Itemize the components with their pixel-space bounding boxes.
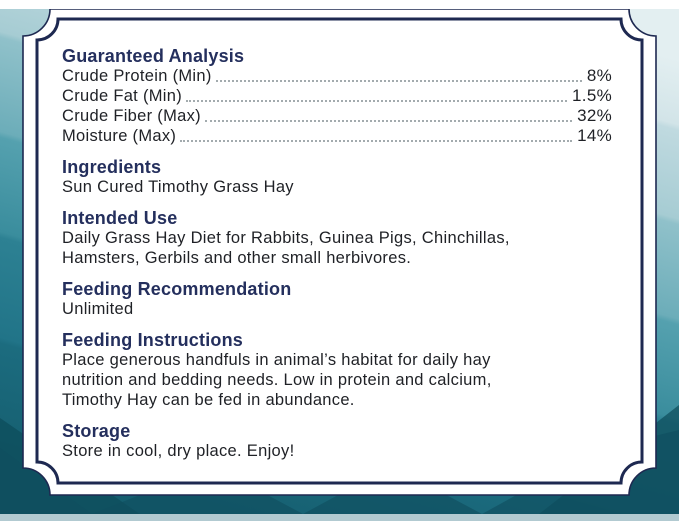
- section-title-storage: Storage: [62, 421, 131, 441]
- label-content: [62, 46, 612, 461]
- analysis-label: Crude Fat (Min): [62, 87, 183, 105]
- dotted-leader: [180, 140, 572, 142]
- analysis-value: 32%: [577, 106, 612, 125]
- feeding-recommendation-text: Unlimited: [62, 300, 134, 318]
- analysis-row-moisture: [62, 126, 612, 146]
- analysis-label: Crude Fiber (Max): [62, 107, 201, 125]
- section-title-intended-use: Intended Use: [62, 208, 178, 228]
- intended-use-line: Hamsters, Gerbils and other small herbivores.: [62, 249, 412, 267]
- analysis-label: Crude Protein (Min): [62, 67, 212, 85]
- analysis-row-crude-fiber: [62, 106, 612, 126]
- storage-text: Store in cool, dry place. Enjoy!: [62, 442, 295, 460]
- feeding-instructions-line: nutrition and bedding needs. Low in protein and calcium,: [62, 371, 492, 389]
- section-title-guaranteed-analysis: Guaranteed Analysis: [62, 46, 245, 66]
- dotted-leader: [205, 120, 572, 122]
- top-edge-strip: [0, 0, 679, 9]
- analysis-value: 14%: [577, 126, 612, 145]
- dotted-leader: [216, 80, 582, 82]
- analysis-row-crude-protein: [62, 66, 612, 86]
- analysis-value: 1.5%: [572, 86, 612, 105]
- ingredients-text: Sun Cured Timothy Grass Hay: [62, 178, 294, 196]
- dotted-leader: [186, 100, 567, 102]
- analysis-label: Moisture (Max): [62, 127, 177, 145]
- section-title-feeding-recommendation: Feeding Recommendation: [62, 279, 292, 299]
- bottom-edge-strip: [0, 514, 679, 521]
- analysis-row-crude-fat: [62, 86, 612, 106]
- section-title-feeding-instructions: Feeding Instructions: [62, 330, 244, 350]
- section-title-ingredients: Ingredients: [62, 157, 162, 177]
- feeding-instructions-line: Timothy Hay can be fed in abundance.: [62, 391, 355, 409]
- intended-use-line: Daily Grass Hay Diet for Rabbits, Guinea Pigs, Chinchillas,: [62, 229, 510, 247]
- feeding-instructions-line: Place generous handfuls in animal’s habitat for daily hay: [62, 351, 491, 369]
- analysis-value: 8%: [586, 66, 612, 85]
